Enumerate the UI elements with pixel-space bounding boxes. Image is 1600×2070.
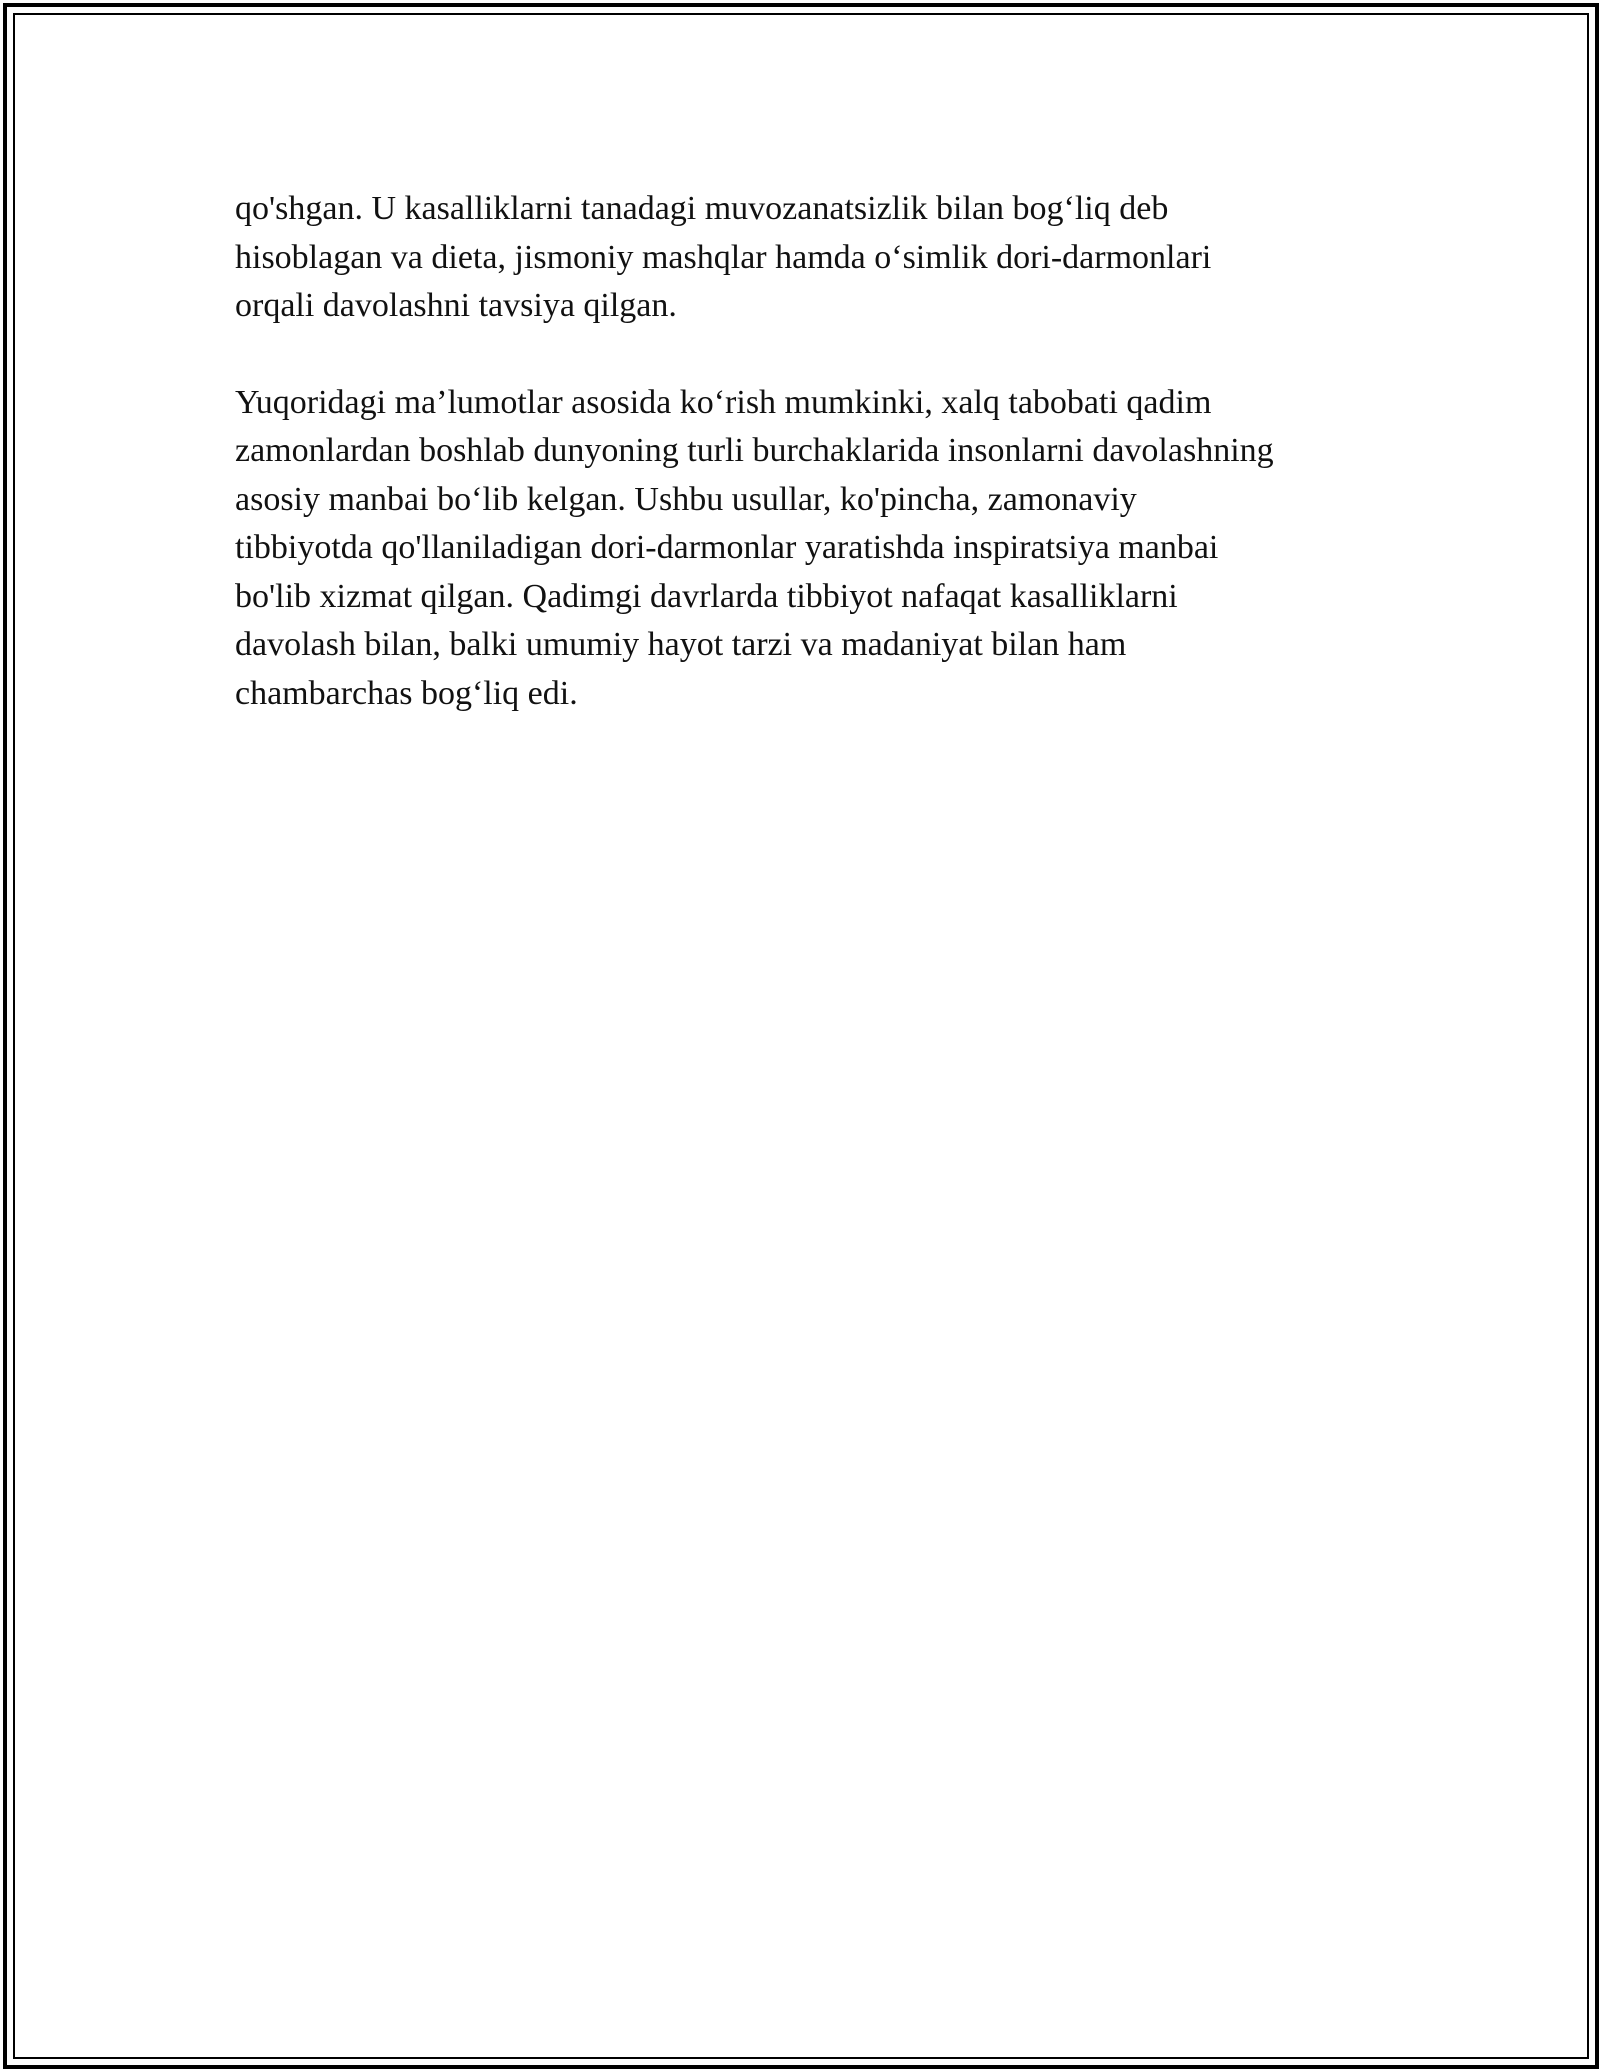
text-line: asosiy manbai bo‘lib kelgan. Ushbu usullar, ko'pincha, zamonaviy	[235, 480, 1137, 518]
document-body	[235, 185, 1375, 718]
text-line: zamonlardan boshlab dunyoning turli burchaklarida insonlarni davolashning	[235, 432, 1274, 469]
text-line: qo'shgan. U kasalliklarni tanadagi muvozanatsizlik bilan bog‘liq deb	[235, 190, 1169, 227]
text-line: tibbiyotda qo'llaniladigan dori-darmonlar yaratishda inspiratsiya manbai	[235, 529, 1219, 566]
text-line: Yuqoridagi ma’lumotlar asosida ko‘rish mumkinki, xalq tabobati qadim	[235, 383, 1212, 421]
text-line: orqali davolashni tavsiya qilgan.	[235, 287, 677, 324]
text-line: hisoblagan va dieta, jismoniy mashqlar hamda o‘simlik dori-darmonlari	[235, 238, 1212, 276]
text-line: bo'lib xizmat qilgan. Qadimgi davrlarda tibbiyot nafaqat kasalliklarni	[235, 577, 1178, 615]
paragraph-2	[235, 379, 1375, 719]
text-line: chambarchas bog‘liq edi.	[235, 674, 578, 712]
paragraph-1	[235, 185, 1375, 331]
text-line: davolash bilan, balki umumiy hayot tarzi va madaniyat bilan ham	[235, 626, 1127, 663]
